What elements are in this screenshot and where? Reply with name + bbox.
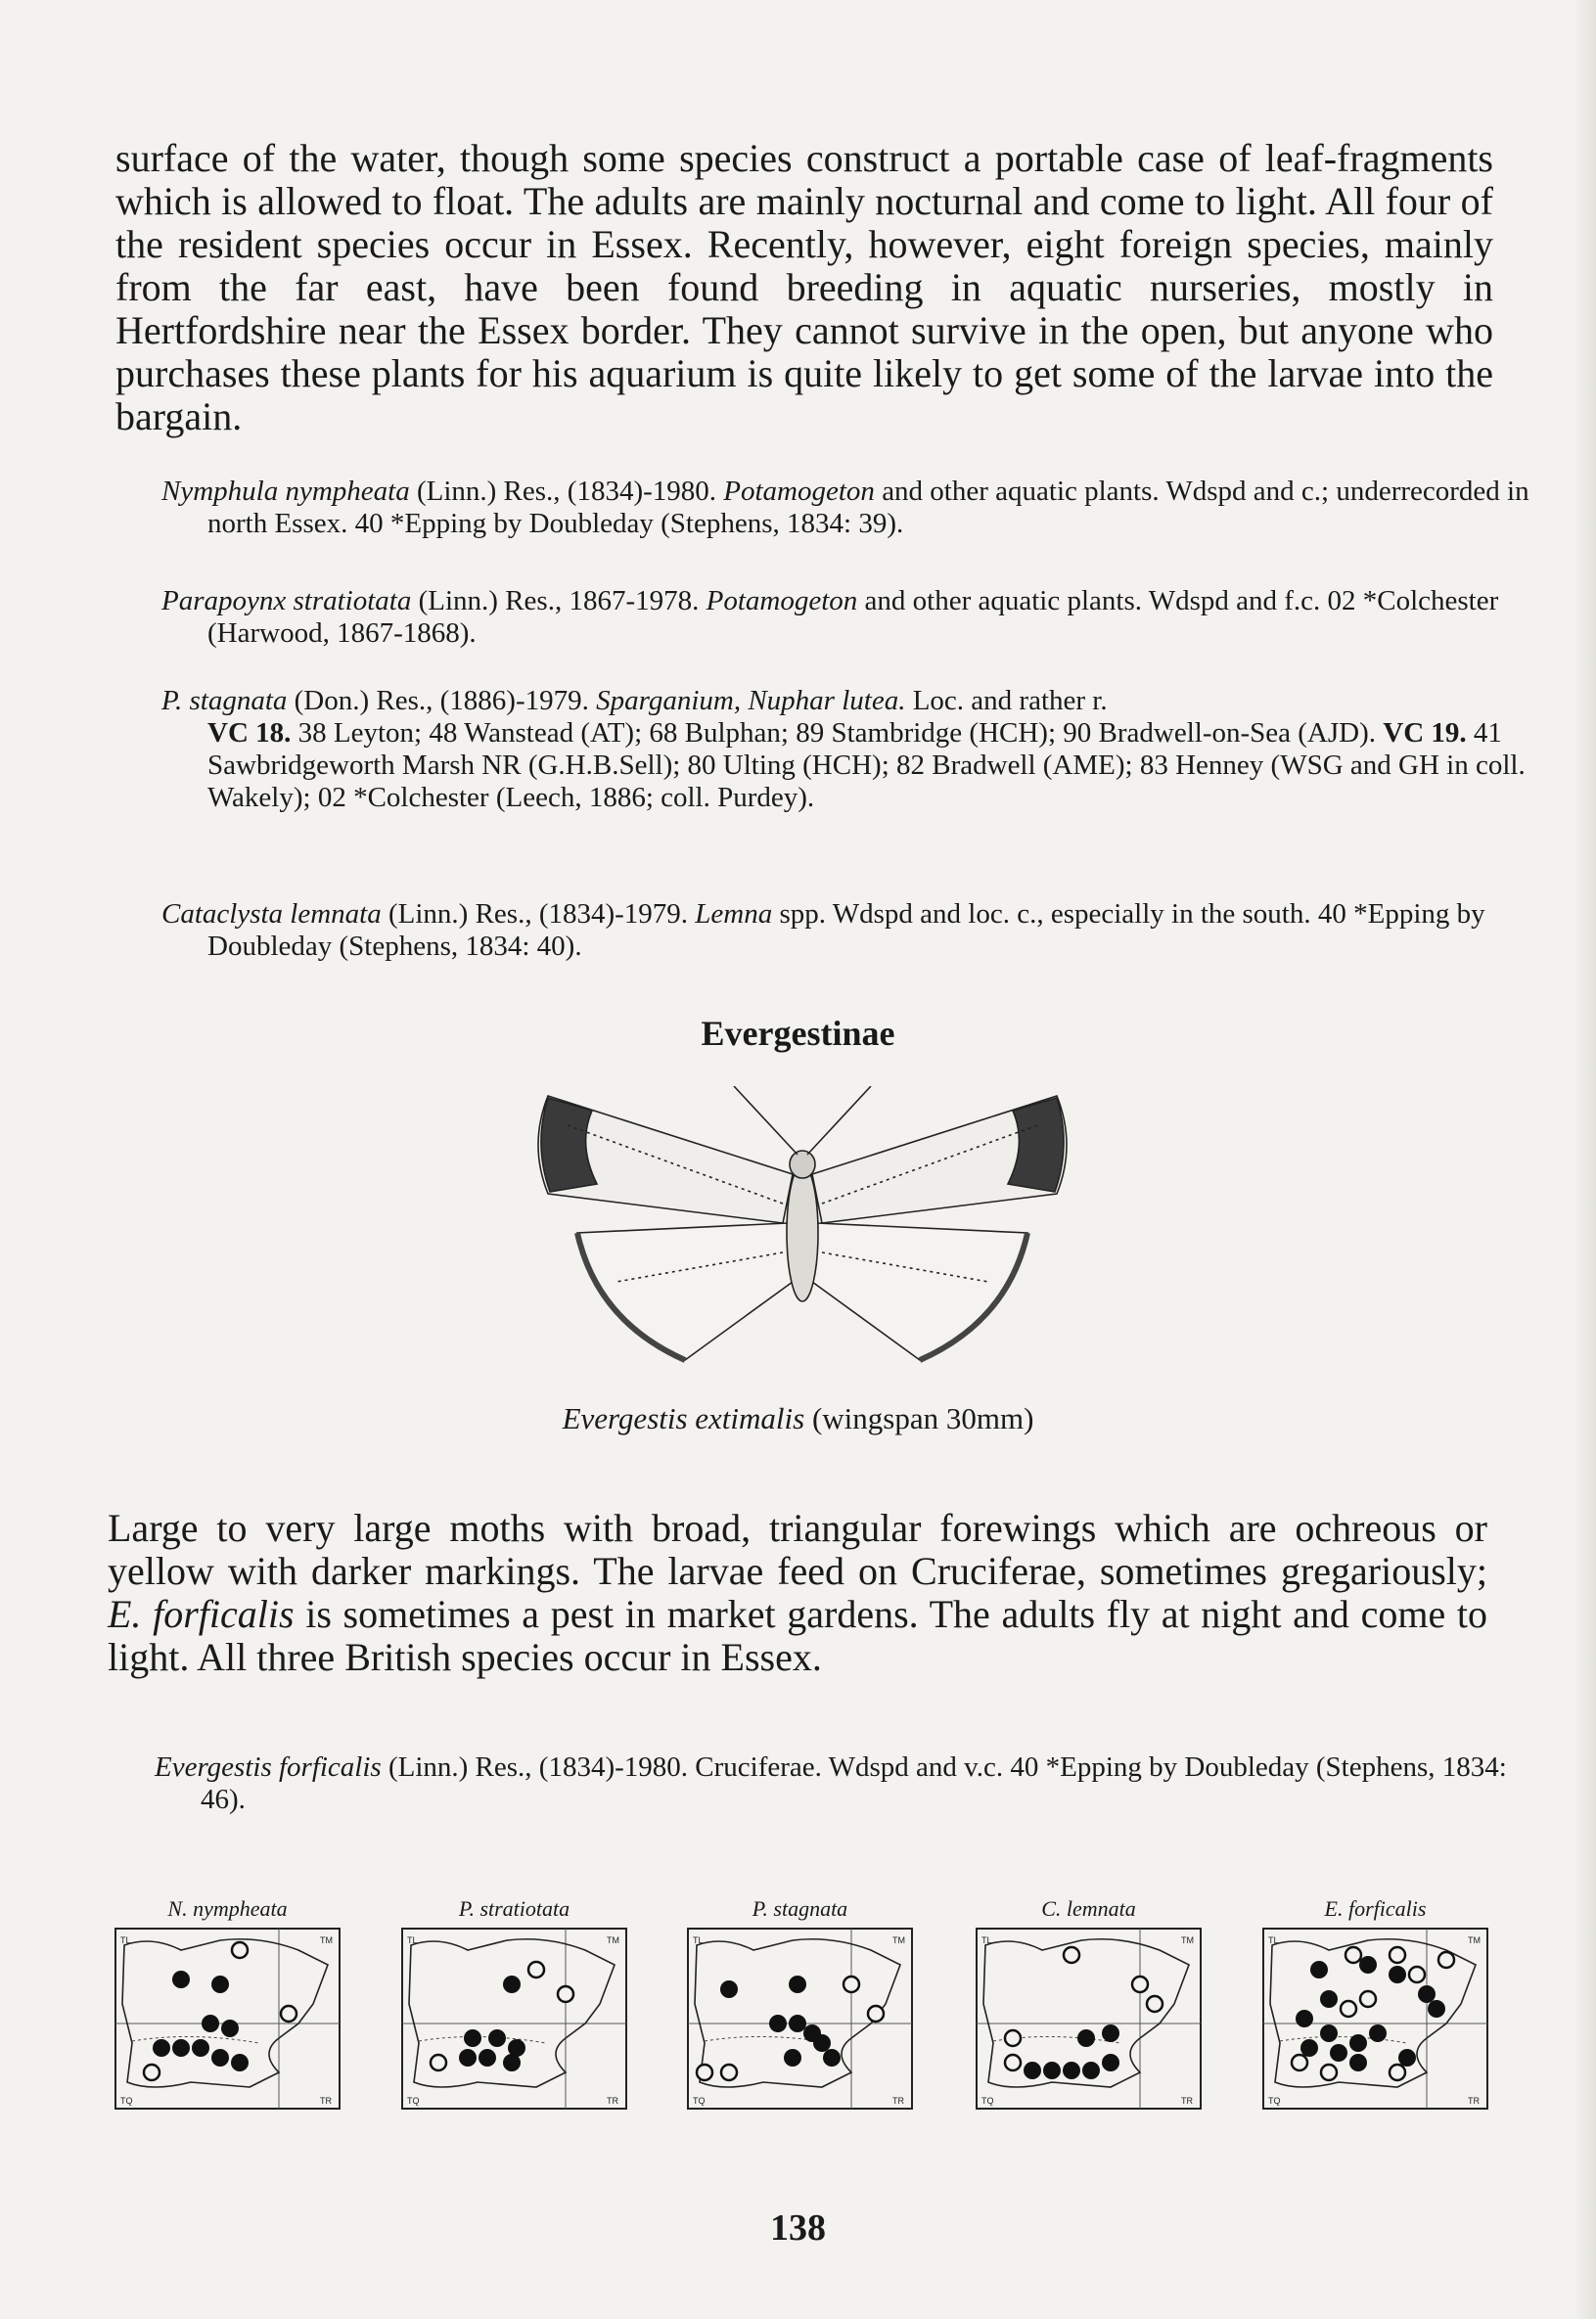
record-dot-filled [720,1980,738,1998]
record-dot-open [1132,1977,1148,1992]
species-name: Parapoynx stratiotata [161,585,412,616]
vc19-label: VC 19. [1383,717,1467,749]
record-dot-filled [769,2015,787,2032]
record-dot-open [1292,2055,1307,2070]
record-dot-open [431,2055,446,2070]
distribution-map: E. forficalis TL TM TQ TR [1260,1896,1490,2112]
species-entry-forficalis: Evergestis forficalis (Linn.) Res., (1834)-1980. Cruciferae. Wdspd and v.c. 40 *Epping by Doubleday (Stephens, 1834: 46). [155,1751,1507,1815]
record-dot-filled [1077,2029,1095,2047]
species-name: Nymphula nympheata [161,476,410,507]
record-dot-filled [784,2049,801,2067]
vc18-label: VC 18. [207,717,292,749]
record-dot-filled [1398,2049,1416,2067]
essex-map [974,1926,1204,2112]
distribution-map: N. nympheata TL TM TQ TR [113,1896,342,2112]
record-dot-open [1005,2055,1021,2070]
record-dot-open [844,1977,859,1992]
record-dot-filled [1320,2024,1338,2042]
record-dot-filled [1428,2000,1445,2018]
record-dot-open [528,1962,544,1978]
page-number: 138 [770,2207,826,2249]
intro-paragraph: surface of the water, though some species construct a portable case of leaf-fragments which is allowed to float. The adults are mainly nocturnal and come to light. All four of the resident species occur in Essex. Recently, however, eight foreign species, mainly from the far east, have been found breeding in aquatic nurseries, mostly in Hertfordshire near the Essex border. They cannot survive in the open, but anyone who purchases these plants for his aquarium is quite likely to get some of the larvae into the bargain. [115,136,1493,438]
record-dot-filled [1310,1961,1328,1978]
record-dot-open [558,1986,573,2002]
record-dot-filled [488,2029,506,2047]
record-dot-open [1064,1947,1079,1963]
record-dot-filled [1082,2062,1100,2079]
record-dot-filled [464,2029,481,2047]
species-name: Evergestis forficalis [155,1751,382,1783]
distribution-map: P. stratiotata TL TM TQ TR [399,1896,629,2112]
species-name: Cataclysta lemnata [161,898,382,930]
map-grid-label: TM [607,1935,619,1945]
record-dot-filled [1063,2062,1080,2079]
record-dot-filled [479,2049,496,2067]
record-dot-filled [789,2015,806,2032]
record-dot-filled [231,2054,249,2071]
record-dot-filled [1102,2054,1119,2071]
record-dot-filled [1102,2024,1119,2042]
record-dot-filled [1300,2039,1318,2057]
record-dot-open [1390,1947,1405,1963]
distribution-map: C. lemnata TL TM TQ TR [974,1896,1204,2112]
record-dot-filled [1349,2034,1367,2052]
record-dot-filled [1369,2024,1387,2042]
record-dot-open [1321,2065,1337,2080]
record-dot-filled [211,2049,229,2067]
record-dot-open [1147,1996,1163,2012]
species-entry-stagnata: P. stagnata (Don.) Res., (1886)-1979. Sparganium, Nuphar lutea. Loc. and rather r. VC 18. 38 Leyton; 48 Wanstead (AT); 68 Bulphan; 89 Stambridge (HCH); 90 Bradwell-on-Sea (AJD). VC 19. 41 Sawbridgeworth Marsh NR (G.H.B.Sell); 80 Ulting (HCH); 82 Bradwell (AME); 83 Henney (WSG and GH in coll. Wakely); 02 *Colchester (Leech, 1886; coll. Purdey). [161,685,1526,813]
record-dot-filled [1418,1985,1436,2003]
record-dot-open [144,2065,160,2080]
record-dot-open [281,2006,296,2022]
map-grid-label: TM [1181,1935,1194,1945]
evergestinae-paragraph: Large to very large moths with broad, triangular forewings which are ochreous or yellow with darker markings. The larvae feed on Cruciferae, sometimes gregariously; E. forficalis is sometimes a pest in market gardens. The adults fly at night and come to light. All three British species occur in Essex. [108,1506,1487,1679]
record-dot-filled [172,2039,190,2057]
record-dot-filled [1389,1966,1406,1983]
map-grid-label: TM [1468,1935,1481,1945]
moth-illustration [509,1086,1096,1380]
record-dot-filled [1349,2054,1367,2071]
map-grid-label: TL [1268,1935,1279,1945]
record-dot-filled [1296,2010,1313,2027]
record-dot-filled [221,2020,239,2037]
record-dot-open [1390,2065,1405,2080]
record-dot-filled [1320,1990,1338,2008]
species-entry-nymphula: Nymphula nympheata (Linn.) Res., (1834)-1980. Potamogeton and other aquatic plants. Wdspd and c.; underrecorded in north Essex. 40 *Epping by Doubleday (Stephens, 1834: 39). [161,476,1529,539]
map-grid-label: TM [320,1935,333,1945]
map-grid-label: TL [981,1935,992,1945]
section-heading: Evergestinae [701,1014,895,1053]
record-dot-filled [172,1971,190,1988]
essex-map [685,1926,915,2112]
record-dot-open [697,2065,712,2080]
essex-map [1260,1926,1490,2112]
record-dot-filled [1330,2044,1347,2062]
record-dot-filled [1024,2062,1041,2079]
record-dot-filled [459,2049,477,2067]
map-grid-label: TR [320,2096,332,2106]
record-dot-filled [503,1976,521,1993]
map-grid-label: TR [1181,2096,1193,2106]
map-grid-label: TR [607,2096,618,2106]
record-dot-filled [211,1976,229,1993]
map-grid-label: TM [892,1935,905,1945]
map-grid-label: TR [1468,2096,1480,2106]
map-grid-label: TQ [693,2096,706,2106]
record-dot-filled [202,2015,219,2032]
map-grid-label: TL [407,1935,418,1945]
essex-map [399,1926,629,2112]
map-grid-label: TQ [1268,2096,1281,2106]
species-entry-parapoynx: Parapoynx stratiotata (Linn.) Res., 1867-1978. Potamogeton and other aquatic plants. Wdspd and f.c. 02 *Colchester (Harwood, 1867-1868). [161,585,1499,649]
record-dot-filled [813,2034,831,2052]
map-grid-label: TL [693,1935,704,1945]
record-dot-open [1005,2030,1021,2046]
record-dot-filled [153,2039,170,2057]
record-dot-filled [1359,1956,1377,1974]
record-dot-open [868,2006,884,2022]
record-dot-open [232,1942,248,1958]
record-dot-open [721,2065,737,2080]
record-dot-open [1345,1947,1361,1963]
map-grid-label: TQ [120,2096,133,2106]
species-name: P. stagnata [161,685,288,716]
record-dot-open [1341,2001,1356,2017]
map-grid-label: TL [120,1935,131,1945]
record-dot-filled [823,2049,841,2067]
record-dot-open [1438,1952,1454,1968]
record-dot-open [1360,1991,1376,2007]
record-dot-filled [503,2054,521,2071]
map-grid-label: TQ [407,2096,420,2106]
record-dot-filled [1043,2062,1061,2079]
distribution-map: P. stagnata TL TM TQ TR [685,1896,915,2112]
record-dot-filled [789,1976,806,1993]
map-grid-label: TR [892,2096,904,2106]
record-dot-filled [192,2039,209,2057]
map-grid-label: TQ [981,2096,994,2106]
species-entry-cataclysta: Cataclysta lemnata (Linn.) Res., (1834)-1979. Lemna spp. Wdspd and loc. c., especially in the south. 40 *Epping by Doubleday (Stephens, 1834: 40). [161,898,1485,962]
essex-map [113,1926,342,2112]
figure-caption: Evergestis extimalis (wingspan 30mm) [562,1401,1034,1435]
record-dot-open [1409,1967,1425,1982]
distribution-maps [0,1896,1596,2131]
